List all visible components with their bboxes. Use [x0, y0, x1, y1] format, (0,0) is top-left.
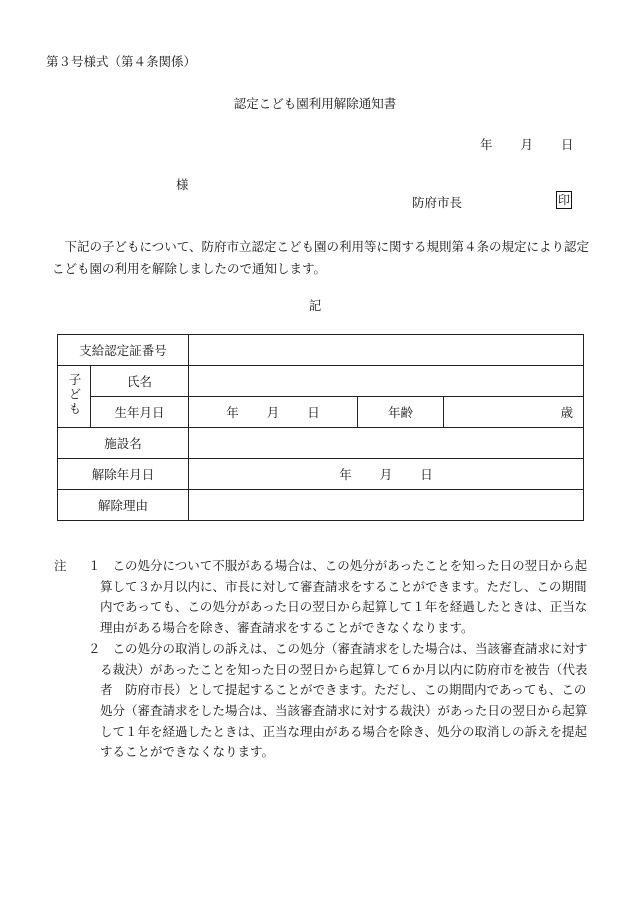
age-unit: 歳 — [560, 405, 574, 420]
cancel-month-unit: 月 — [379, 467, 393, 482]
note-number: ２ — [88, 640, 101, 656]
birthdate-field[interactable] — [189, 397, 358, 428]
birthdate-label: 生年月日 — [91, 397, 189, 428]
birth-day-unit: 日 — [307, 405, 320, 420]
birth-month-unit: 月 — [266, 405, 280, 420]
note-item — [54, 639, 594, 763]
table-row — [58, 459, 584, 490]
table-row — [58, 428, 584, 459]
body-text: 下記の子どもについて、防府市立認定こども園の利用等に関する規則第４条の規定により認定こども園の利用を解除しましたので通知します。 — [52, 239, 590, 276]
name-label: 氏名 — [91, 366, 189, 397]
table-row — [58, 490, 584, 521]
issue-date-year: 年 — [480, 137, 493, 152]
issue-date-day: 日 — [561, 137, 574, 152]
document-title: 認定こども園利用解除通知書 — [233, 96, 397, 111]
notes-section — [54, 556, 594, 763]
reason-label: 解除理由 — [58, 490, 189, 521]
age-field[interactable] — [444, 397, 584, 428]
note-number: １ — [88, 558, 101, 573]
addressee-suffix: 様 — [176, 177, 189, 192]
issue-date — [480, 135, 574, 153]
form-number: 第３号様式（第４条関係） — [46, 54, 197, 69]
cancel-date-field[interactable] — [189, 459, 584, 490]
birth-year-unit: 年 — [226, 405, 239, 420]
info-table — [57, 334, 584, 521]
cancel-date-label: 解除年月日 — [58, 459, 189, 490]
issuer-name: 防府市長 — [412, 195, 463, 210]
age-label: 年齢 — [358, 397, 444, 428]
ki-heading: 記 — [308, 298, 322, 313]
cancel-day-unit: 日 — [420, 467, 433, 482]
table-row — [58, 366, 584, 397]
note-text: この処分の取消しの訴えは、この処分（審査請求をした場合は、当該審査請求に対する裁決）があったことを知った日の翌日から起算して６か月以内に防府市を被告（代表者 防府市長）として提起することができます。ただし、この期間内であっても、この処分（審査請求をした場合は、当該審査請求に対する裁決）があった日の翌日から起算して１年を経過したときは、正当な理由がある場合を除き、処分の取消しの訴えを提起することができなくなります。 — [100, 640, 588, 760]
notes-lead: 注 — [54, 558, 67, 573]
cert-number-field[interactable] — [189, 335, 584, 366]
name-field[interactable] — [189, 366, 584, 397]
seal-mark: 印 — [558, 193, 571, 207]
table-row — [58, 335, 584, 366]
reason-field[interactable] — [189, 490, 584, 521]
facility-field[interactable] — [189, 428, 584, 459]
child-group-label: 子ども — [58, 366, 91, 428]
cert-number-label: 支給認定証番号 — [58, 335, 189, 366]
note-item — [54, 556, 594, 639]
issue-date-month: 月 — [520, 137, 534, 152]
note-text: この処分について不服がある場合は、この処分があったことを知った日の翌日から起算して３か月以内に、市長に対して審査請求をすることができます。ただし、この期間内であっても、この処分があった日の翌日から起算して１年を経過したときは、正当な理由がある場合を除き、審査請求をすることができなくなります。 — [100, 558, 588, 636]
table-row — [58, 397, 584, 428]
cancel-year-unit: 年 — [339, 467, 352, 482]
facility-label: 施設名 — [58, 428, 189, 459]
